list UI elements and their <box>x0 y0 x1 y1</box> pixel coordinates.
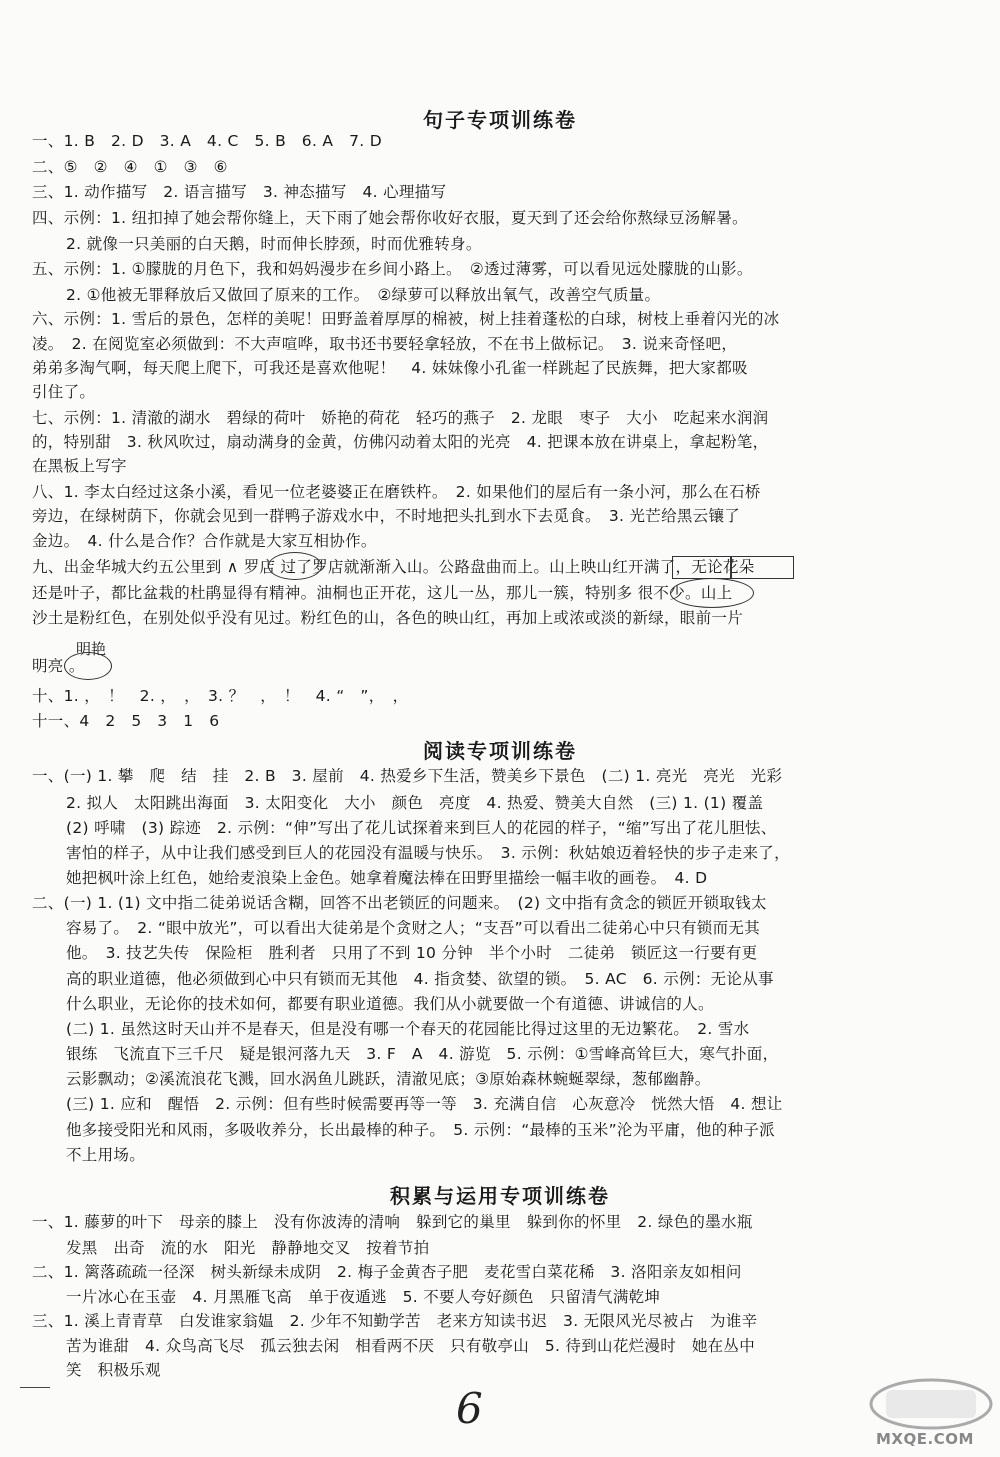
answer-line: 一片冰心在玉壶 4. 月黑雁飞高 单于夜遁逃 5. 不要人夸好颜色 只留清气满乾坤 <box>66 1288 661 1306</box>
answer-line: 八、1. 李太白经过这条小溪，看见一位老婆婆正在磨铁杵。 2. 如果他们的屋后有一条小河，那么在石桥 <box>32 483 761 501</box>
answer-line: 一、1. B 2. D 3. A 4. C 5. B 6. A 7. D <box>32 132 382 150</box>
answer-line: 凌。 2. 在阅览室必须做到：不大声喧哗，取书还书要轻拿轻放，不在书上做标记。 3. 说来奇怪吧， <box>32 335 738 353</box>
answer-line: 弟弟多淘气啊，每天爬上爬下，可我还是喜欢他呢！ 4. 妹妹像小孔雀一样跳起了民族舞，把大家都吸 <box>32 359 748 377</box>
answer-line: 七、示例：1. 清澈的湖水 碧绿的荷叶 娇艳的荷花 轻巧的燕子 2. 龙眼 枣子 大小 吃起来水润润 <box>32 409 769 427</box>
answer-line: 他多接受阳光和风雨，多吸收养分，长出最棒的种子。 5. 示例：“最棒的玉米”沦为平庸，他的种子派 <box>66 1121 775 1139</box>
box-mark <box>672 556 732 579</box>
answer-line: 旁边，在绿树荫下，你就会见到一群鸭子游戏水中，不时地把头扎到水下去觅食。 3. 光芒给黑云镶了 <box>32 507 741 525</box>
section-title-sentence: 句子专项训练卷 <box>423 108 577 132</box>
answer-line: (三) 1. 应和 醒悟 2. 示例：但有些时候需要再等一等 3. 充满自信 心灰意冷 恍然大悟 4. 想让 <box>66 1095 783 1113</box>
answer-line: 什么职业，无论你的技术如何，都要有职业道德。我们从小就要做一个有道德、讲诚信的人。 <box>66 995 714 1013</box>
answer-line: 六、示例：1. 雪后的景色，怎样的美呢！田野盖着厚厚的棉被，树上挂着蓬松的白球，树枝上垂着闪光的冰 <box>32 310 780 328</box>
answer-line: 她把枫叶涂上红色，她给麦浪染上金色。她拿着魔法棒在田野里描绘一幅丰收的画卷。 4. D <box>66 869 708 887</box>
answer-line: 二、(一) 1. (1) 文中指二徒弟说话含糊，回答不出老锁匠的问题来。 (2) 文中指有贪念的锁匠开锁取钱太 <box>32 894 767 912</box>
section-title-accumulation: 积累与运用专项训练卷 <box>390 1184 610 1208</box>
answer-line: 二、⑤ ② ④ ① ③ ⑥ <box>32 158 228 176</box>
answer-line: 九、出金华城大约五公里到 ∧ 罗店 过了罗店就渐渐入山。公路盘曲而上。山上映山红开满了，无论花朵 <box>32 558 755 576</box>
answer-line: 2. 就像一只美丽的白天鹅，时而伸长脖颈，时而优雅转身。 <box>66 235 482 253</box>
answer-line: 云影飘动；②溪流浪花飞溅，回水涡鱼儿跳跃，清澈见底；③原始森林蜿蜒翠绿，葱郁幽静。 <box>66 1070 711 1088</box>
circle-mark <box>268 552 322 580</box>
box-mark <box>730 556 794 579</box>
answer-line: 三、1. 动作描写 2. 语言描写 3. 神态描写 4. 心理描写 <box>32 183 447 201</box>
answer-line: 不上用场。 <box>66 1146 146 1164</box>
inserted-word: 明艳 <box>76 640 107 658</box>
answer-line: 金边。 4. 什么是合作？合作就是大家互相协作。 <box>32 532 377 550</box>
answer-line: (2) 呼啸 (3) 踪迹 2. 示例：“伸”写出了花儿试探着来到巨人的花园的样子，“缩”写出了花儿胆怯、 <box>66 819 777 837</box>
answer-line: 2. 拟人 太阳跳出海面 3. 太阳变化 大小 颜色 亮度 4. 热爱、赞美大自然 (三) 1. (1) 覆盖 <box>66 794 764 812</box>
answer-line: 高的职业道德，他必须做到心中只有锁而无其他 4. 指贪婪、欲望的锁。 5. AC 6. 示例：无论从事 <box>66 970 774 988</box>
answer-line: 沙土是粉红色，在别处似乎没有见过。粉红色的山，各色的映山红，再加上或浓或淡的新绿，眼前一片 <box>32 609 744 627</box>
answer-line: 一、1. 藤萝的叶下 母亲的膝上 没有你波涛的清响 躲到它的巢里 躲到你的怀里 2. 绿色的墨水瓶 <box>32 1213 753 1231</box>
answer-line: 银练 飞流直下三千尺 疑是银河落九天 3. F A 4. 游览 5. 示例：①雪峰高耸巨大，寒气扑面， <box>66 1045 779 1063</box>
answer-line: 害怕的样子，从中让我们感受到巨人的花园没有温暖与快乐。 3. 示例：秋姑娘迈着轻快的步子走来了， <box>66 844 790 862</box>
answer-line: 他。 3. 技艺失传 保险柜 胜利者 只用了不到 10 分钟 半个小时 二徒弟 锁匠这一行要有更 <box>66 944 758 962</box>
answer-line: 五、示例：1. ①朦胧的月色下，我和妈妈漫步在乡间小路上。 ②透过薄雾，可以看见远处朦胧的山影。 <box>32 260 753 278</box>
answer-line: 十一、4 2 5 3 1 6 <box>32 712 220 730</box>
answer-line: 二、1. 篱落疏疏一径深 树头新绿未成阴 2. 梅子金黄杏子肥 麦花雪白菜花稀 3. 洛阳亲友如相问 <box>32 1263 742 1281</box>
circle-mark <box>670 578 754 608</box>
answer-line: 在黑板上写字 <box>32 457 127 475</box>
answer-line: 一、(一) 1. 攀 爬 结 挂 2. B 3. 屋前 4. 热爱乡下生活，赞美乡下景色 (二) 1. 亮光 亮光 光彩 <box>32 767 783 785</box>
answer-line: 三、1. 溪上青青草 白发谁家翁媪 2. 少年不知勤学苦 老来方知读书迟 3. 无限风光尽被占 为谁辛 <box>32 1312 758 1330</box>
answer-line: 明亮 。 <box>32 657 85 675</box>
answer-line: 发黑 出奇 流的水 阳光 静静地交叉 按着节拍 <box>66 1239 430 1257</box>
answer-line: (二) 1. 虽然这时天山并不是春天，但是没有哪一个春天的花园能比得过这里的无边繁花。 2. 雪水 <box>66 1020 750 1038</box>
answer-line: 的，特别甜 3. 秋风吹过，扇动满身的金黄，仿佛闪动着太阳的光亮 4. 把课本放在讲桌上，拿起粉笔， <box>32 433 769 451</box>
watermark-text: MXQE.COM <box>876 1430 974 1448</box>
answer-line: 2. ①他被无罪释放后又做回了原来的工作。 ②绿萝可以释放出氧气，改善空气质量。 <box>66 286 661 304</box>
answer-line: 苦为谁甜 4. 众鸟高飞尽 孤云独去闲 相看两不厌 只有敬亭山 5. 待到山花烂漫时 她在丛中 <box>66 1337 756 1355</box>
answer-line: 四、示例：1. 纽扣掉了她会帮你缝上，天下雨了她会帮你收好衣服，夏天到了还会给你熬绿豆汤解暑。 <box>32 209 748 227</box>
footer-rule <box>20 1387 50 1388</box>
page-number: 6 <box>456 1384 483 1433</box>
answer-line: 引住了。 <box>32 383 96 401</box>
section-title-reading: 阅读专项训练卷 <box>423 739 577 763</box>
answer-line: 笑 积极乐观 <box>66 1361 161 1379</box>
answer-line: 容易了。 2. “眼中放光”，可以看出大徒弟是个贪财之人；“支吾”可以看出二徒弟心中只有锁而无其 <box>66 919 760 937</box>
circle-mark <box>64 652 112 680</box>
answer-line: 还是叶子，都比盆栽的杜鹃显得有精神。油桐也正开花，这儿一丛，那儿一簇，特别多 很不少。山上 <box>32 584 733 602</box>
answer-line: 十、1. ， ！ 2. ， ， 3. ？ ， ！ 4. “ ”， ， <box>32 687 409 705</box>
